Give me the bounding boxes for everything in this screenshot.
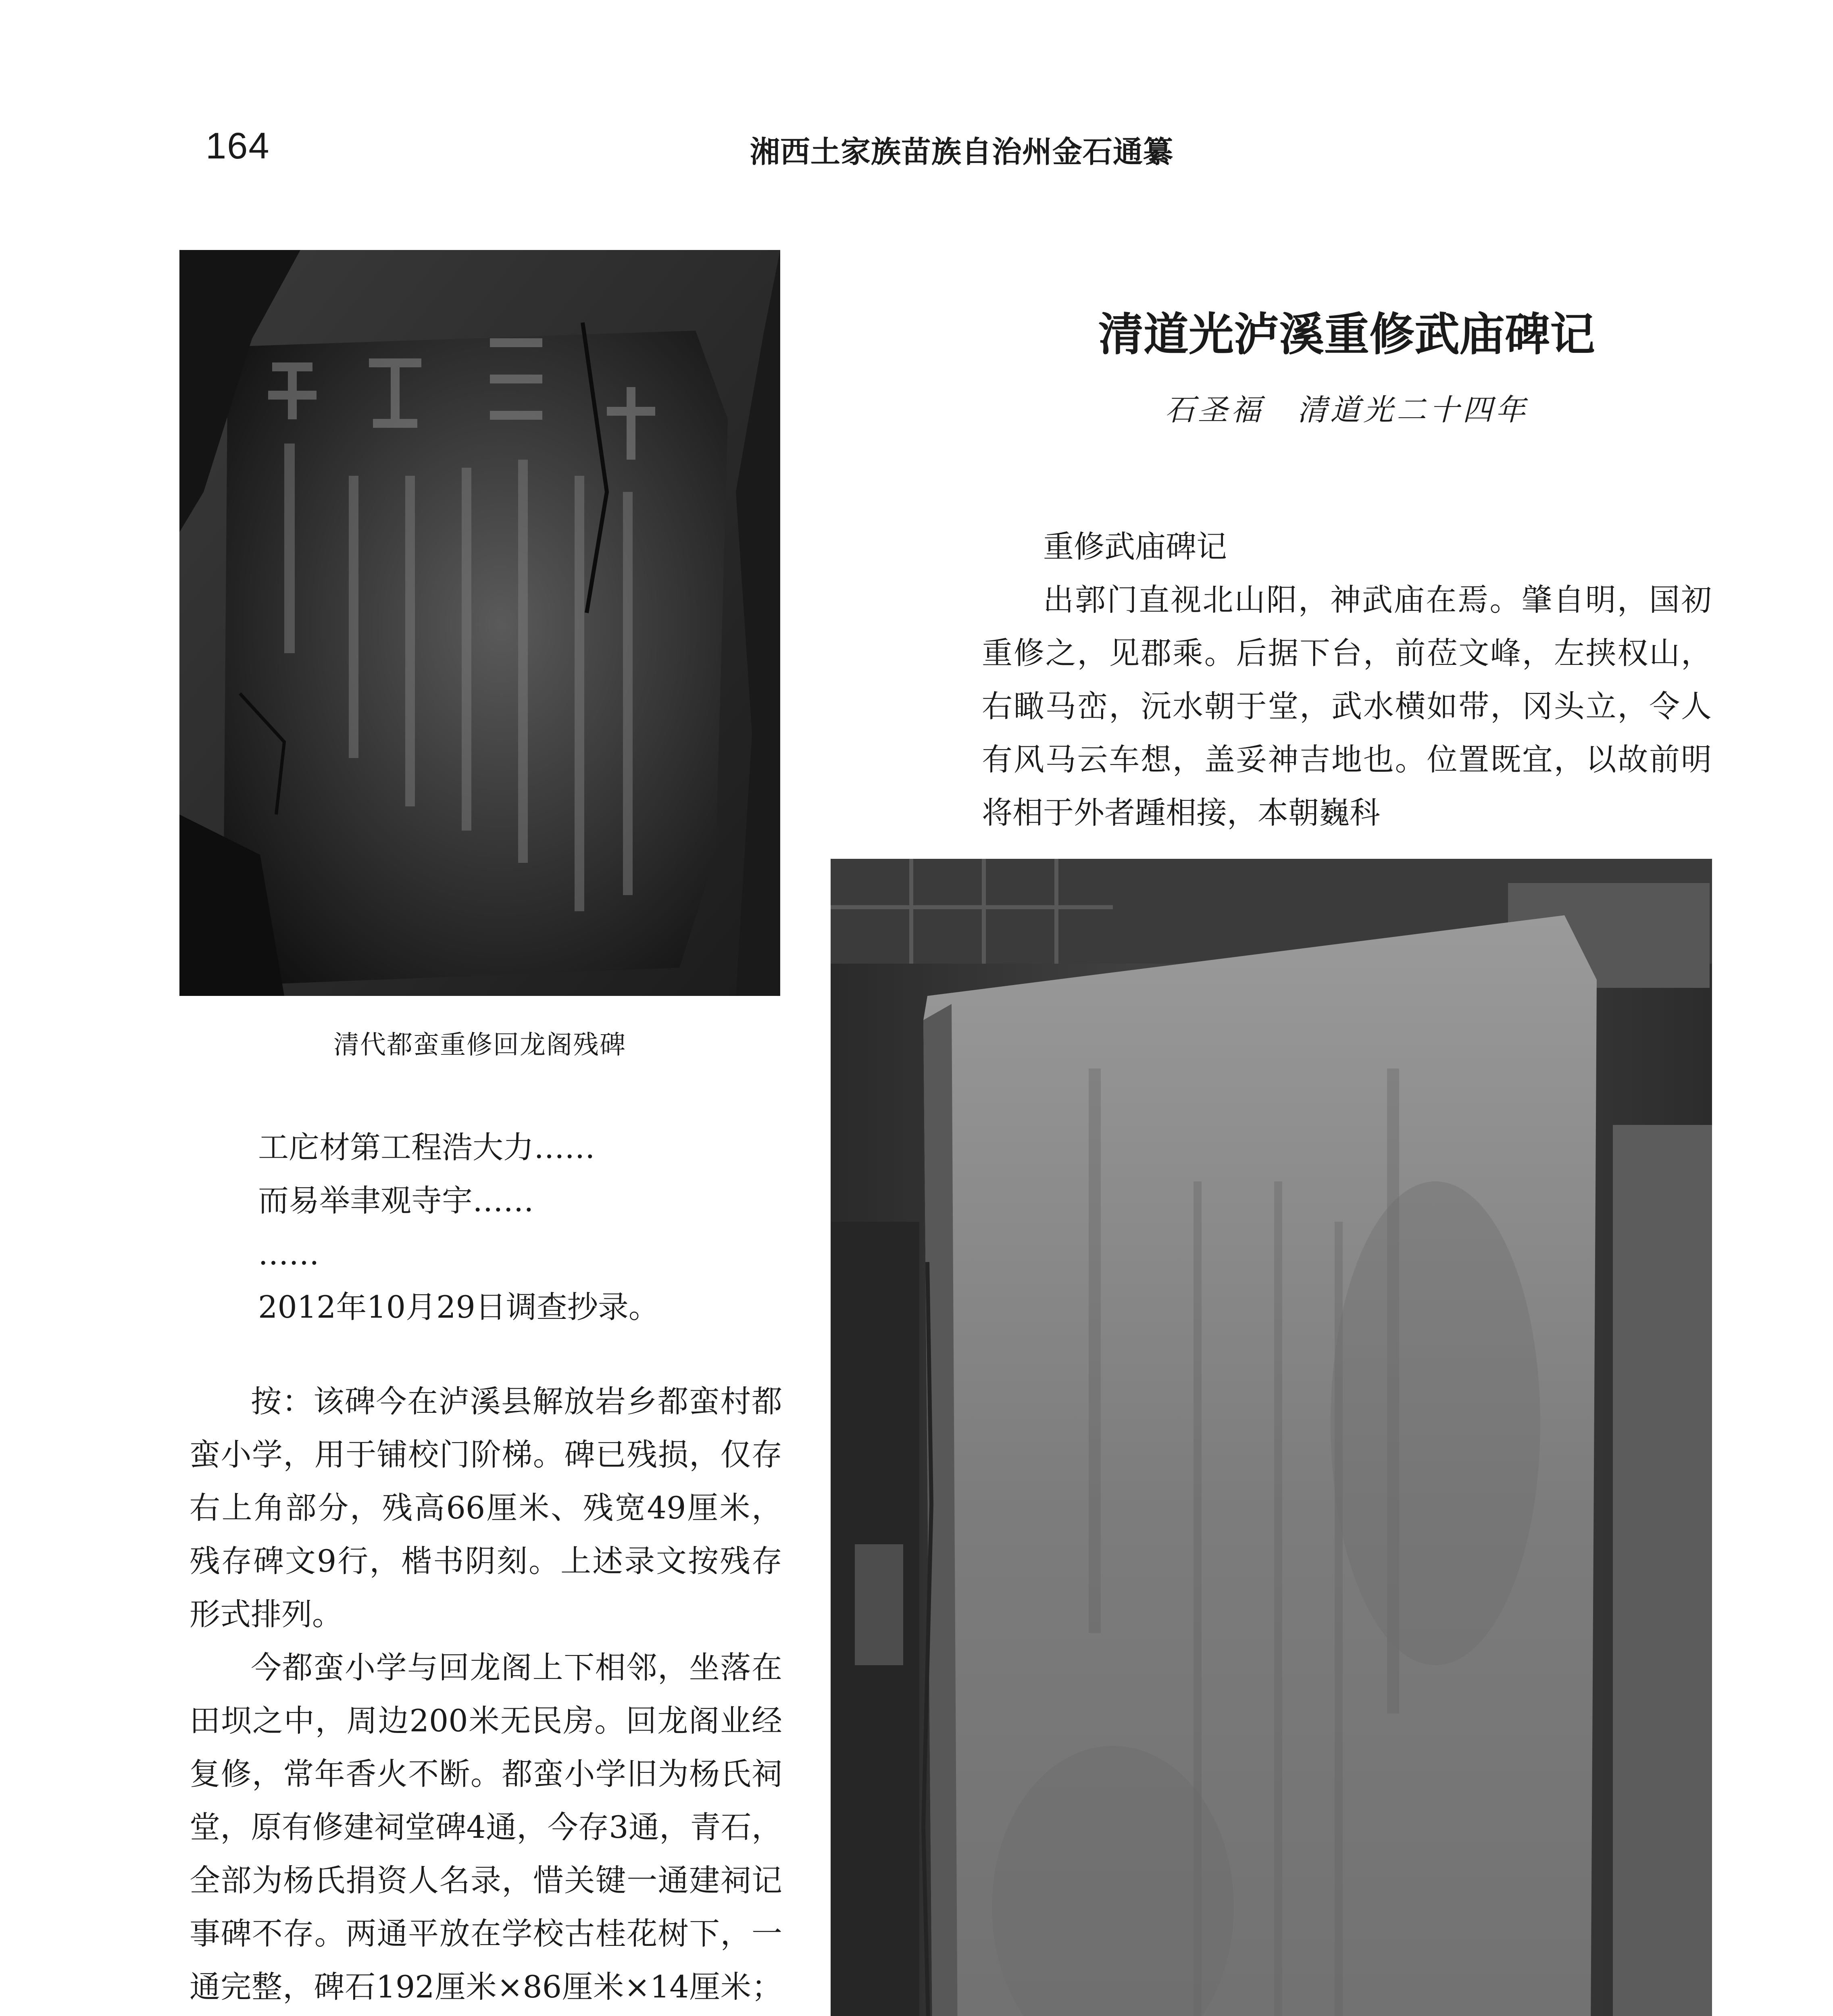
inscription-line: 工庀材第工程浩大力…… — [258, 1129, 595, 1165]
commentary — [190, 1375, 782, 2016]
inscription-body: 出郭门直视北山阳，神武庙在焉。肇自明，国初重修之，见郡乘。后据下台，前莅文峰，左挟权山，右瞰马峦，沅水朝于堂，武水横如带，冈头立，令人有风马云车想，盖妥神吉地也。位置既宜，以故前明将相于外者踵相接，本朝巍科 — [982, 582, 1712, 831]
running-title: 湘西土家族苗族自治州金石通纂 — [750, 135, 1173, 169]
stele-fragment-photo — [179, 250, 780, 996]
inscription-line: …… — [258, 1236, 319, 1272]
inscription-transcription — [258, 1121, 786, 1334]
inscription-heading: 重修武庙碑记 — [1043, 529, 1227, 564]
article-title: 清道光泸溪重修武庙碑记 — [1098, 308, 1595, 361]
survey-note: 2012年10月29日调查抄录。 — [258, 1289, 659, 1325]
commentary-paragraph: 今都蛮小学与回龙阁上下相邻，坐落在田坝之中，周边200米无民房。回龙阁业经复修，常年香火不断。都蛮小学旧为杨氏祠堂，原有修建祠堂碑4通，今存3通，青石，全部为杨氏捐资人名录，惜关键一通建祠记事碑不存。两通平放在学校古桂花树下，一通完整，碑石192厘米×86厘米×14厘米； — [190, 1649, 782, 2005]
right-column-text — [982, 520, 1712, 839]
page-number: 164 — [206, 125, 270, 167]
left-figure-caption: 清代都蛮重修回龙阁残碑 — [333, 1030, 626, 1060]
commentary-paragraph: 按：该碑今在泸溪县解放岩乡都蛮村都蛮小学，用于铺校门阶梯。碑已残损，仅存右上角部分，残高66厘米、残宽49厘米，残存碑文9行，楷书阴刻。上述录文按残存形式排列。 — [190, 1383, 782, 1632]
inscription-line: 而易举聿观寺宇…… — [258, 1183, 534, 1218]
stele-photo — [831, 859, 1712, 2016]
article-byline: 石圣福 清道光二十四年 — [1165, 393, 1529, 427]
